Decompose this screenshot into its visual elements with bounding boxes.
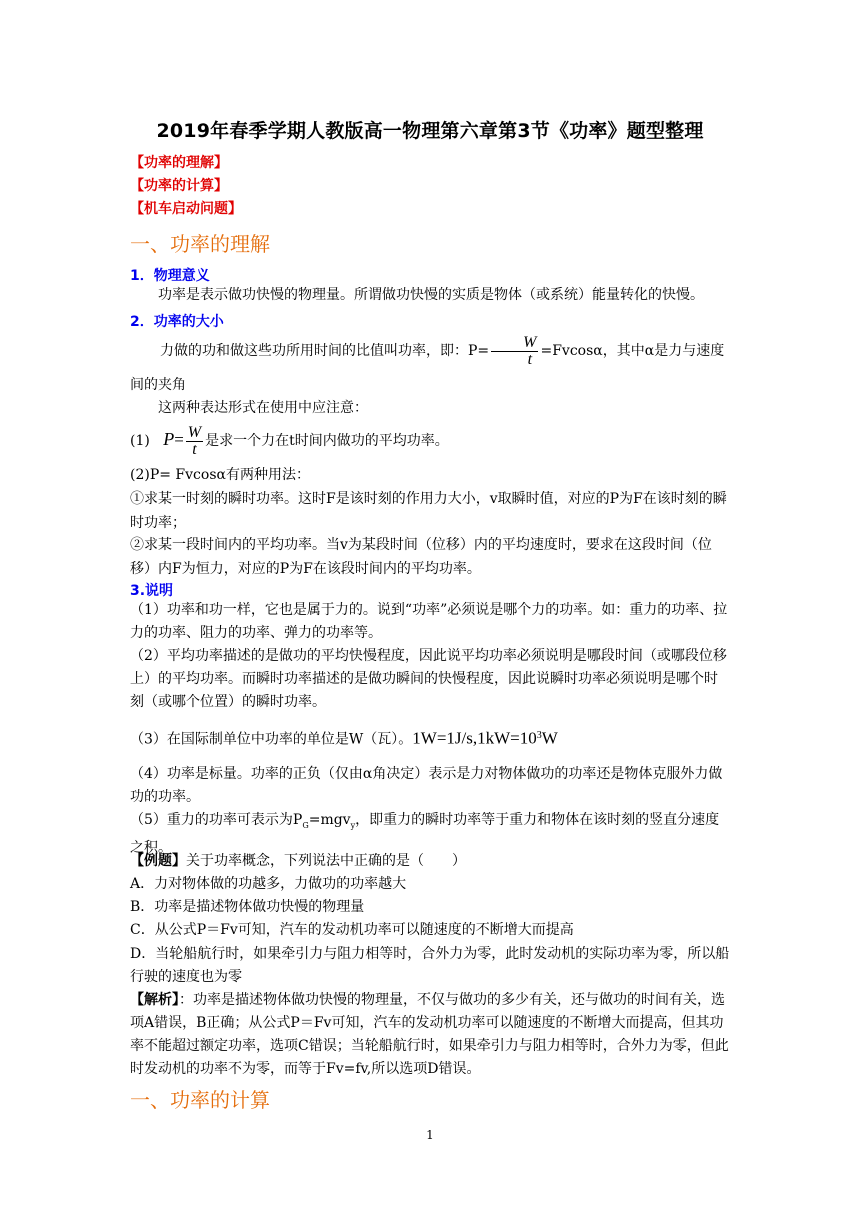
- option-c: C．从公式P＝Fv可知，汽车的发动机功率可以随速度的不断增大而提高: [130, 922, 574, 938]
- fraction-denominator-2: t: [192, 440, 197, 458]
- fraction-denominator: t: [527, 350, 533, 368]
- analysis-label: 【解析】: [130, 992, 179, 1008]
- average-power-text: 是求一个力在t时间内做功的平均功率。: [205, 433, 449, 449]
- note-5-text-before: （5）重力的功率可表示为P: [130, 812, 303, 828]
- average-power-item: ②求某一段时间内的平均功率。当v为某段时间（位移）内的平均速度时，要求在这段时间（位移）内F为恒力，对应的P为F在该段时间内的平均功率。: [130, 537, 712, 577]
- note-3-unit-end: W: [541, 728, 558, 748]
- option-d: D．当轮船航行时，如果牵引力与阻力相等时，合外力为零，此时发动机的实际功率为零，所以船行驶的速度也为零: [130, 946, 730, 985]
- section-heading-understanding: 一、功率的理解: [130, 232, 270, 256]
- formula-p: P: [163, 429, 175, 449]
- note-3-unit-formula: 1W=1J/s,1kW=10: [412, 728, 537, 748]
- example-analysis: [130, 989, 730, 1081]
- note-3-exponent: 3: [536, 730, 542, 741]
- subheading-physical-meaning: 1．物理意义: [130, 268, 210, 284]
- toc-item-locomotive: 【机车启动问题】: [130, 201, 242, 217]
- note-2: （2）平均功率描述的是做功的平均快慢程度，因此说平均功率必须说明是哪段时间（或哪段位移上）的平均功率。而瞬时功率描述的是做功瞬间的快慢程度，因此说瞬时功率必须说明是哪个时刻（或哪个位置）的瞬时功率。: [130, 648, 727, 710]
- definition-text-after: =Fvcosα，其中α是力与速度: [540, 343, 725, 359]
- fraction-numerator: W: [491, 335, 538, 352]
- instantaneous-power-item: ①求某一时刻的瞬时功率。这时F是该时刻的作用力大小，v取瞬时值，对应的P为F在该时刻的瞬时功率；: [130, 491, 727, 531]
- item-label-1: (1): [130, 433, 150, 449]
- option-b: B．功率是描述物体做功快慢的物理量: [130, 899, 365, 915]
- subheading-power-magnitude: 2．功率的大小: [130, 314, 224, 330]
- note-5-subscript-g: G: [302, 820, 309, 830]
- formula-equals: =: [174, 430, 184, 449]
- note-5-subscript-y: y: [350, 820, 356, 830]
- note-3: [130, 725, 730, 751]
- average-power-formula-line: [130, 420, 730, 460]
- fraction-w-over-t-2: [186, 425, 203, 458]
- toc-item-understanding: 【功率的理解】: [130, 155, 228, 171]
- subheading-notes: 3.说明: [130, 583, 174, 599]
- example-label: 【例题】: [130, 853, 186, 869]
- usage-note-intro: 这两种表达形式在使用中应注意：: [158, 400, 368, 416]
- option-a: A．力对物体做的功越多，力做功的功率越大: [130, 876, 407, 892]
- example-question: [130, 851, 730, 872]
- toc-item-calculation: 【功率的计算】: [130, 178, 228, 194]
- analysis-text: ：功率是描述物体做功快慢的物理量，不仅与做功的多少有关，还与做功的时间有关，选项A错误，B正确；从公式P＝Fv可知，汽车的发动机功率可以随速度的不断增大而提高，但其功率不能超过额定功率，选项C错误；当轮船航行时，如果牵引力与阻力相等时，合外力为零，但此时发动机的功率不为零，而等于Fv=fv,所以选项D错误。: [130, 992, 729, 1077]
- section-heading-calculation: 一、功率的计算: [130, 1088, 270, 1112]
- note-1: （1）功率和功一样，它也是属于力的。说到“功率”必须说是哪个力的功率。如：重力的功率、拉力的功率、阻力的功率、弹力的功率等。: [130, 602, 728, 641]
- physical-meaning-text: 功率是表示做功快慢的物理量。所谓做功快慢的实质是物体（或系统）能量转化的快慢。: [158, 287, 704, 303]
- page-title: 2019年春季学期人教版高一物理第六章第3节《功率》题型整理: [156, 120, 704, 142]
- definition-text-before: 力做的功和做这些功所用时间的比值叫功率，即：P=: [160, 343, 490, 359]
- fvcos-usage-line: (2)P= Fvcosα有两种用法：: [130, 467, 310, 483]
- note-4: （4）功率是标量。功率的正负（仅由α角决定）表示是力对物体做功的功率还是物体克服外力做功的功率。: [130, 766, 723, 805]
- fraction-numerator-2: W: [187, 423, 202, 441]
- definition-continuation: 间的夹角: [130, 377, 186, 393]
- note-5-text-mid: =mgv: [308, 812, 351, 828]
- example-question-text: 关于功率概念，下列说法中正确的是（ ）: [186, 853, 466, 869]
- page-number: 1: [426, 1128, 434, 1142]
- note-5-text-after: ，即重力的瞬时功率等于重力和物体在该时刻的竖直分速度之积。: [130, 812, 720, 856]
- power-definition-line: [130, 332, 730, 370]
- fraction-w-over-t: [491, 335, 538, 368]
- note-3-text: （3）在国际制单位中功率的单位是W（瓦）。: [130, 731, 413, 748]
